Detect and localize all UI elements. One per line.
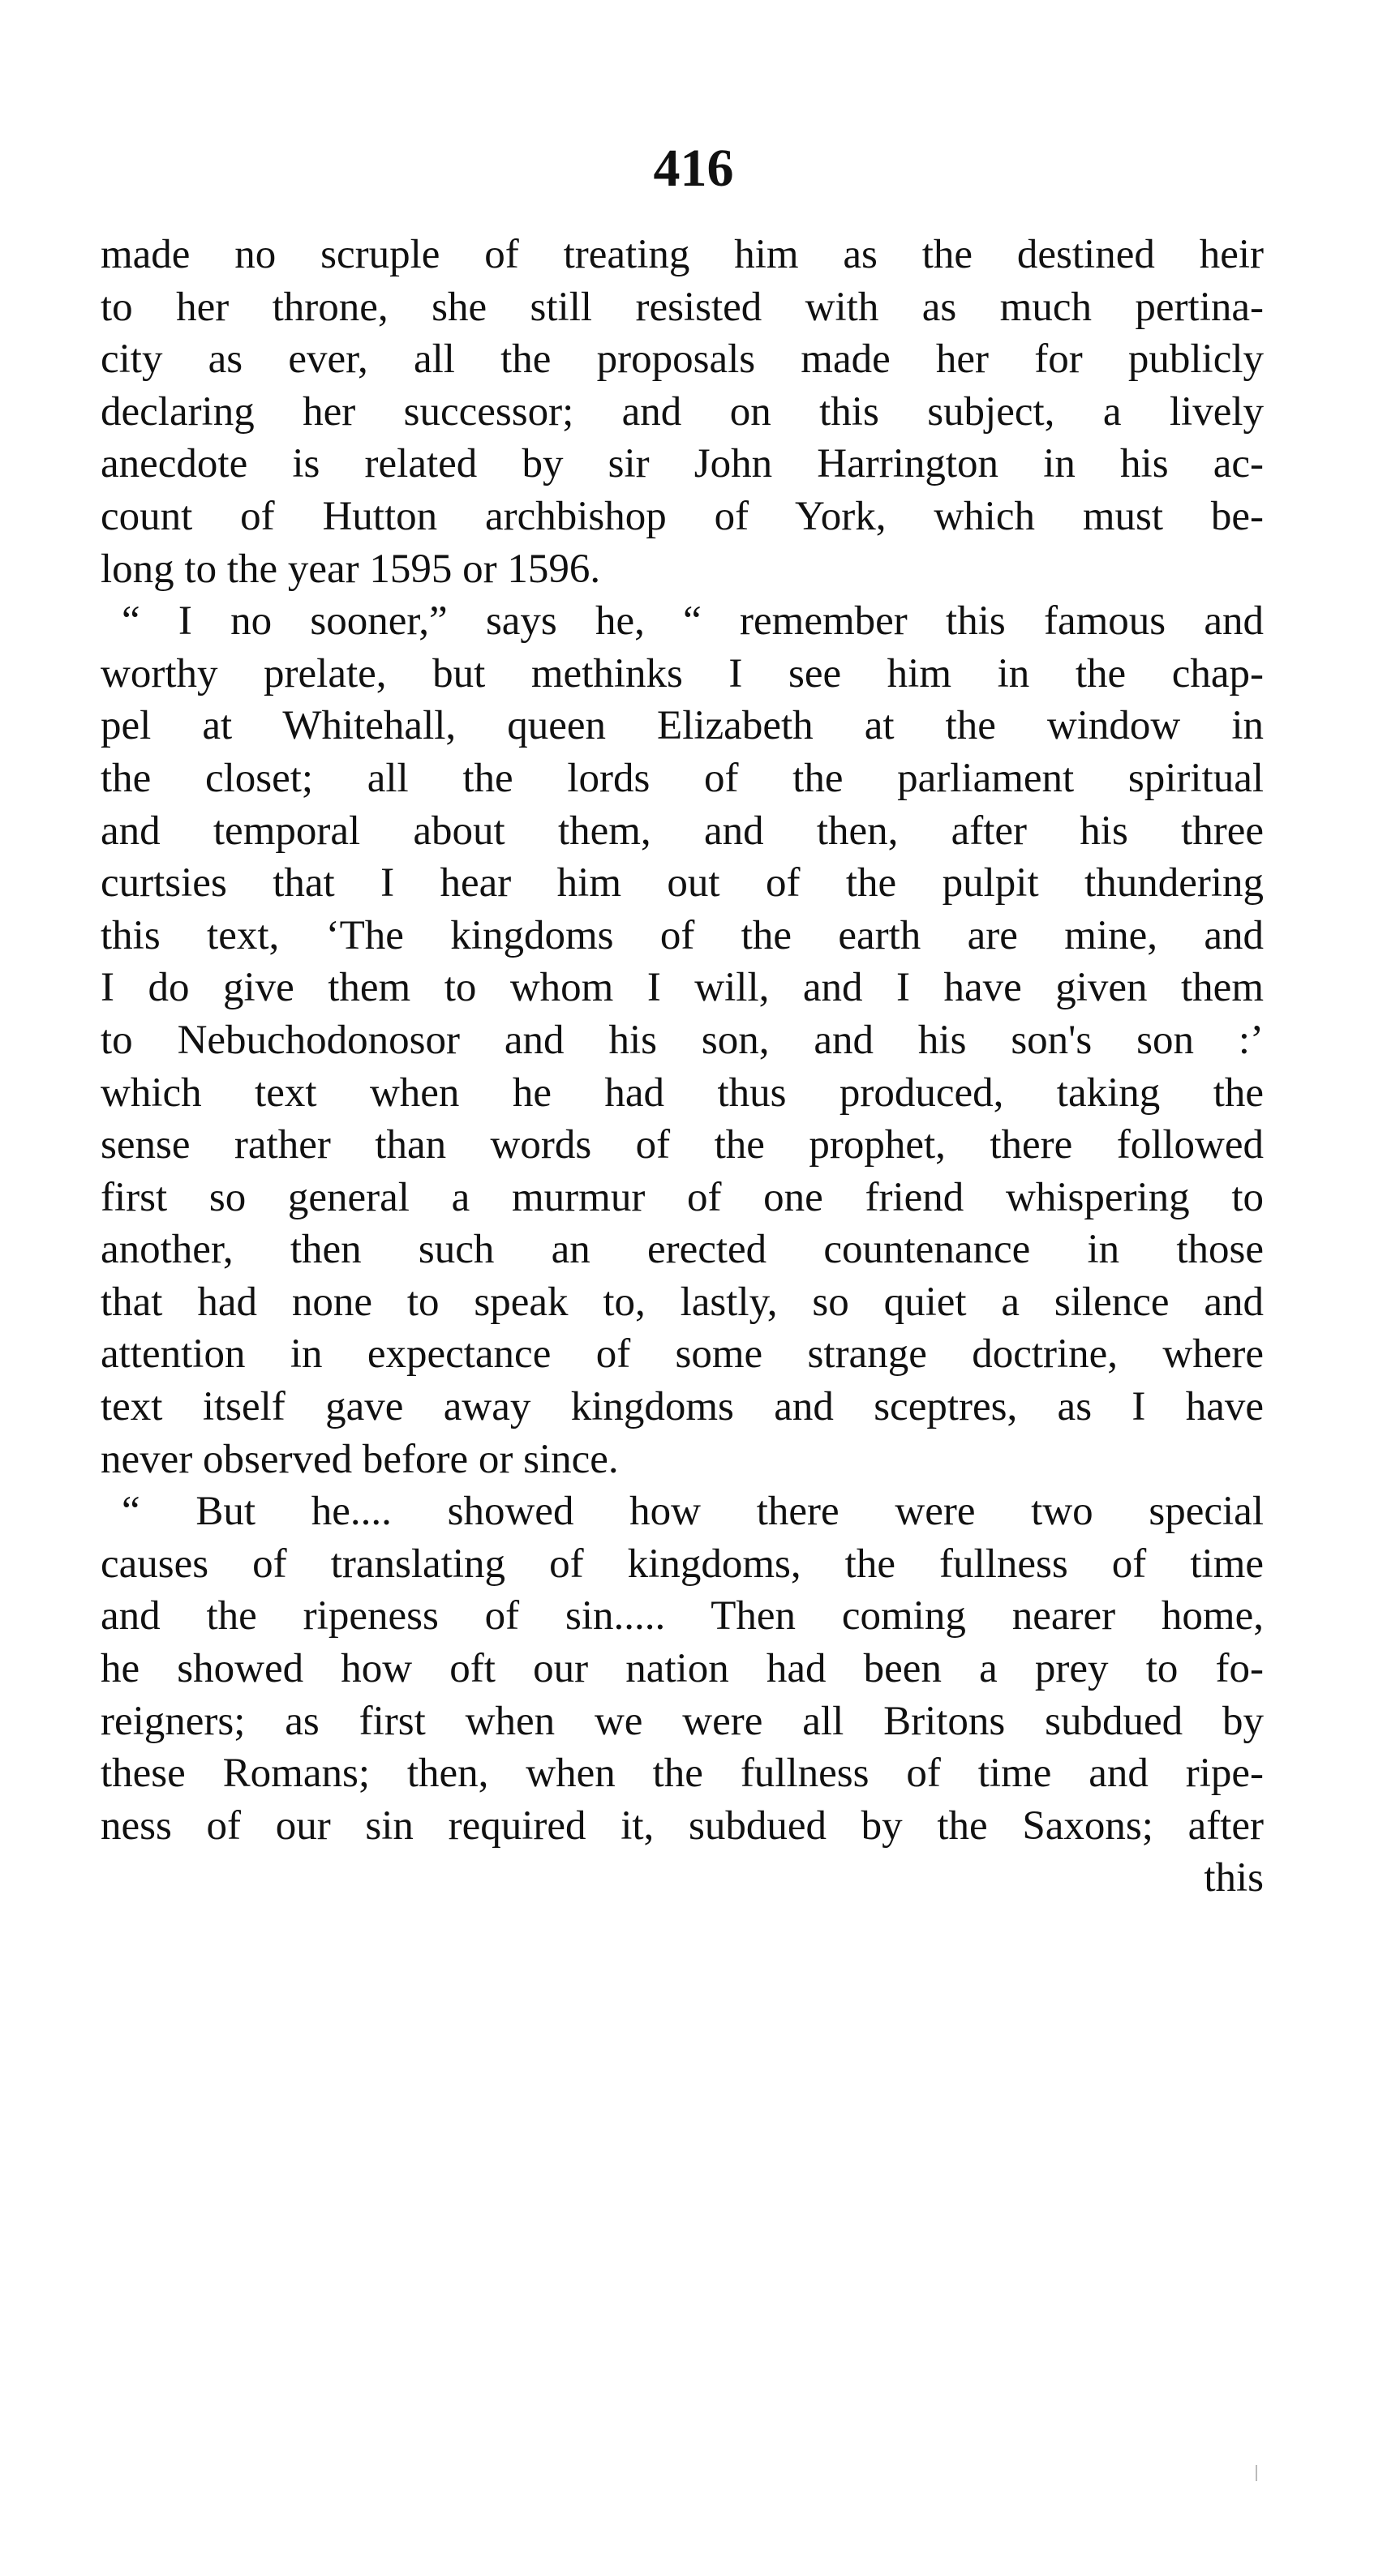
catchword: this <box>1204 1855 1264 1901</box>
text-line: count of Hutton archbishop of York, which must be- <box>101 493 1264 539</box>
text-line: made no scruple of treating him as the destined heir <box>101 232 1264 277</box>
text-line: first so general a murmur of one friend whispering to <box>101 1174 1264 1220</box>
text-line: which text when he had thus produced, taking the <box>101 1069 1264 1116</box>
text-line: and temporal about them, and then, after his three <box>101 808 1264 854</box>
text-line: text itself gave away kingdoms and sceptres, as I have <box>101 1384 1264 1430</box>
text-line: anecdote is related by sir John Harrington in his ac- <box>101 441 1264 487</box>
text-line: “ I no sooner,” says he, “ remember this famous and <box>122 598 1264 645</box>
page-number: 416 <box>653 139 734 198</box>
text-line: “ But he.... showed how there were two special <box>122 1489 1264 1535</box>
text-line: and the ripeness of sin..... Then coming nearer home, <box>101 1593 1264 1639</box>
text-line: reigners; as first when we were all Britons subdued by <box>101 1698 1264 1744</box>
text-line: to her throne, she still resisted with as much pertina- <box>101 284 1264 330</box>
body-text <box>101 229 1264 1905</box>
text-line: I do give them to whom I will, and I have given them <box>101 965 1264 1011</box>
text-line: long to the year 1595 or 1596. <box>101 546 601 592</box>
text-line: never observed before or since. <box>101 1436 619 1482</box>
text-line: pel at Whitehall, queen Elizabeth at the window in <box>101 703 1264 749</box>
text-line: worthy prelate, but methinks I see him in the chap- <box>101 650 1264 697</box>
text-line: city as ever, all the proposals made her for publicly <box>101 336 1264 383</box>
text-line: that had none to speak to, lastly, so quiet a silence and <box>101 1279 1264 1325</box>
text-line: another, then such an erected countenance in those <box>101 1227 1264 1273</box>
page-edge-mark <box>1256 2465 1257 2481</box>
text-line: he showed how oft our nation had been a prey to fo- <box>101 1646 1264 1692</box>
text-line: this text, ‘The kingdoms of the earth are mine, and <box>101 912 1264 958</box>
text-line: curtsies that I hear him out of the pulpit thundering <box>101 860 1264 907</box>
text-line: these Romans; then, when the fullness of time and ripe- <box>101 1751 1264 1797</box>
text-line: declaring her successor; and on this subject, a lively <box>101 388 1264 435</box>
text-line: attention in expectance of some strange doctrine, where <box>101 1331 1264 1378</box>
text-line: causes of translating of kingdoms, the fullness of time <box>101 1541 1264 1587</box>
text-line: the closet; all the lords of the parliament spiritual <box>101 755 1264 801</box>
text-line: to Nebuchodonosor and his son, and his son's son :’ <box>101 1017 1264 1063</box>
text-line: sense rather than words of the prophet, there followed <box>101 1122 1264 1168</box>
text-line: ness of our sin required it, subdued by the Saxons; after <box>101 1802 1264 1849</box>
